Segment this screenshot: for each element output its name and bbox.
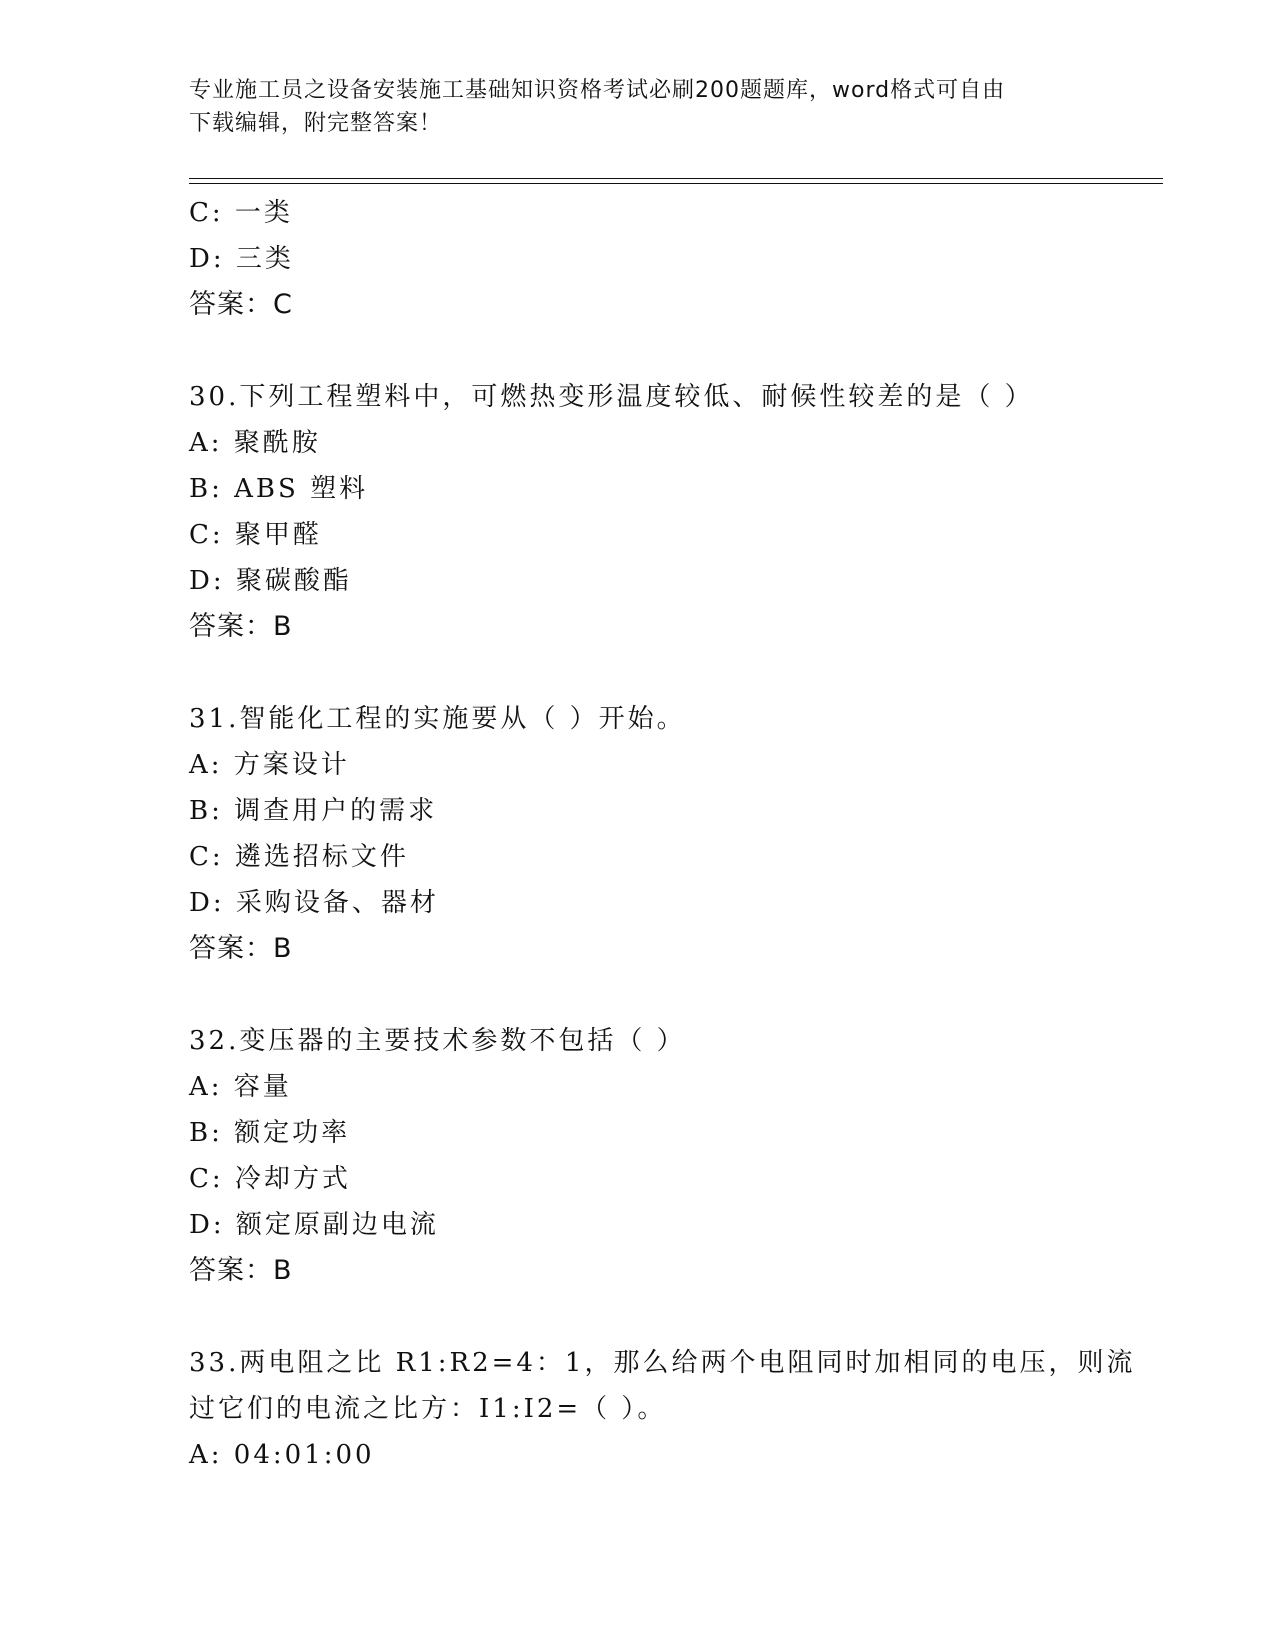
option-d: D: 采购设备、器材 [189, 888, 439, 918]
question-30 [189, 374, 1139, 650]
question-32 [189, 1018, 1139, 1294]
header-divider-top [189, 178, 1163, 179]
question-stem: 30.下列工程塑料中，可燃热变形温度较低、耐候性较差的是（ ） [189, 382, 1034, 412]
option-c: C: 一类 [189, 198, 293, 228]
question-stem: 31.智能化工程的实施要从（ ）开始。 [189, 704, 686, 734]
header-line-1: 专业施工员之设备安装施工基础知识资格考试必刷200题题库，word格式可自由 [189, 78, 1006, 103]
answer-line: 答案：B [189, 933, 293, 964]
question-31 [189, 696, 1139, 972]
header-line-2: 下载编辑，附完整答案！ [189, 111, 443, 136]
option-b: B: ABS 塑料 [189, 474, 369, 504]
option-c: C: 遴选招标文件 [189, 842, 409, 872]
option-a: A: 方案设计 [189, 750, 350, 780]
option-c: C: 冷却方式 [189, 1164, 351, 1194]
answer-line: 答案：C [189, 289, 293, 320]
option-d: D: 聚碳酸酯 [189, 566, 352, 596]
question-content [189, 190, 1139, 1478]
question-stem-line-1: 33.两电阻之比 R1:R2=4：1，那么给两个电阻同时加相同的电压，则流 [189, 1348, 1136, 1378]
header-divider-bottom [189, 183, 1163, 184]
option-a: A: 聚酰胺 [189, 428, 321, 458]
option-d: D: 三类 [189, 244, 294, 274]
answer-line: 答案：B [189, 1255, 293, 1286]
option-a: A: 容量 [189, 1072, 292, 1102]
option-b: B: 额定功率 [189, 1118, 351, 1148]
question-stem-line-2: 过它们的电流之比方：I1:I2=（ ）。 [189, 1394, 667, 1424]
option-a: A: 04:01:00 [189, 1440, 375, 1470]
answer-line: 答案：B [189, 611, 293, 642]
option-d: D: 额定原副边电流 [189, 1210, 439, 1240]
document-header [189, 74, 1089, 140]
question-stem: 32.变压器的主要技术参数不包括（ ） [189, 1026, 686, 1056]
option-c: C: 聚甲醛 [189, 520, 322, 550]
previous-question-tail [189, 190, 1139, 328]
option-b: B: 调查用户的需求 [189, 796, 438, 826]
question-33 [189, 1340, 1139, 1478]
